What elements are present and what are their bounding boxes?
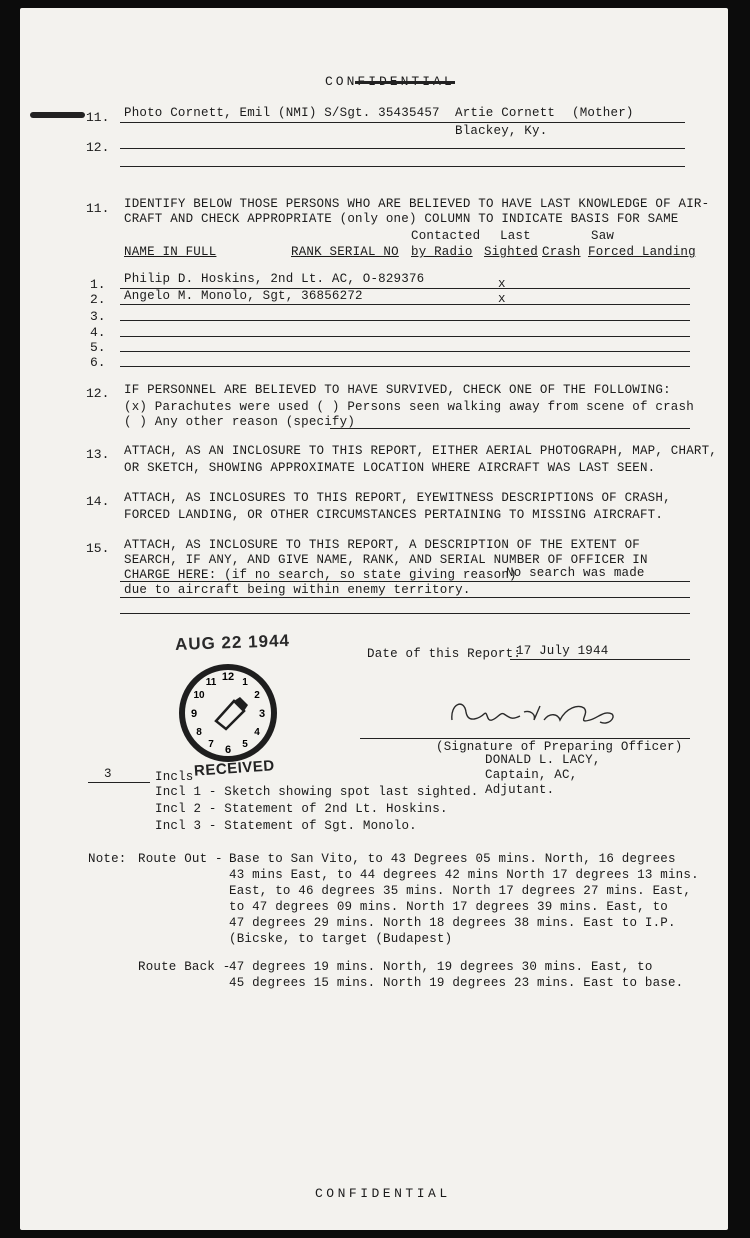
rule bbox=[120, 148, 685, 149]
handwritten-signature bbox=[440, 690, 630, 740]
row-1-number: 1. bbox=[90, 277, 106, 292]
table-row-rule bbox=[120, 351, 690, 352]
rule bbox=[120, 597, 690, 598]
clock-number-10: 10 bbox=[193, 690, 205, 701]
route-back-label: Route Back - bbox=[138, 960, 231, 974]
rule bbox=[120, 613, 690, 614]
inclosure-label: Incls bbox=[155, 770, 194, 784]
header-sighted: Sighted bbox=[484, 245, 538, 259]
route-out-line-4: to 47 degrees 09 mins. North 17 degrees 39 mins. East, to bbox=[229, 900, 668, 914]
item-15-line1: ATTACH, AS INCLOSURE TO THIS REPORT, A DESCRIPTION OF THE EXTENT OF bbox=[124, 538, 640, 552]
header-by-radio: by Radio bbox=[411, 245, 473, 259]
row-2-name: Angelo M. Monolo, Sgt, 36856272 bbox=[124, 289, 363, 303]
item-11a-number: 11. bbox=[86, 110, 110, 125]
route-out-line-6: (Bicske, to target (Budapest) bbox=[229, 932, 453, 946]
search-answer-1: No search was made bbox=[506, 566, 645, 580]
item-14-number: 14. bbox=[86, 494, 110, 509]
inclosure-count: 3 bbox=[104, 767, 112, 781]
rule bbox=[120, 122, 685, 123]
clock-pointer-icon bbox=[216, 697, 248, 729]
confidential-header: CONFIDENTIAL bbox=[325, 74, 455, 89]
crew-member-name: Photo Cornett, Emil (NMI) S/Sgt. 35435457 bbox=[124, 106, 440, 120]
report-date-label: Date of this Report: bbox=[367, 647, 522, 661]
redaction-mark bbox=[30, 112, 85, 118]
header-forced-landing: Forced Landing bbox=[588, 245, 696, 259]
item-12b-line1: IF PERSONNEL ARE BELIEVED TO HAVE SURVIVED, CHECK ONE OF THE FOLLOWING: bbox=[124, 383, 671, 397]
next-of-kin-name: Artie Cornett bbox=[455, 106, 556, 120]
item-11b-line2: CRAFT AND CHECK APPROPRIATE (only one) COLUMN TO INDICATE BASIS FOR SAME bbox=[124, 212, 679, 226]
row-2-mark: x bbox=[498, 292, 506, 306]
route-out-label: Route Out - bbox=[138, 852, 223, 866]
signature-caption: (Signature of Preparing Officer) bbox=[436, 740, 683, 754]
item-14-line1: ATTACH, AS INCLOSURES TO THIS REPORT, EYEWITNESS DESCRIPTIONS OF CRASH, bbox=[124, 491, 671, 505]
rule bbox=[510, 659, 690, 660]
received-date-stamp: AUG 22 1944 bbox=[174, 631, 291, 655]
table-row-rule bbox=[120, 320, 690, 321]
route-out-line-3: East, to 46 degrees 35 mins. North 17 degrees 27 mins. East, bbox=[229, 884, 692, 898]
table-row-rule bbox=[120, 304, 690, 305]
rule bbox=[88, 782, 150, 783]
report-date-value: 17 July 1944 bbox=[516, 644, 609, 658]
next-of-kin-address: Blackey, Ky. bbox=[455, 124, 548, 138]
route-back-line-1: 47 degrees 19 mins. North, 19 degrees 30 mins. East, to bbox=[229, 960, 653, 974]
item-15-line3: CHARGE HERE: (if no search, so state giving reason) bbox=[124, 568, 517, 582]
row-6-number: 6. bbox=[90, 355, 106, 370]
document-page bbox=[20, 8, 728, 1230]
clock-number-7: 7 bbox=[208, 739, 214, 750]
clock-number-9: 9 bbox=[190, 708, 198, 720]
clock-number-11: 11 bbox=[205, 677, 217, 688]
item-12b-line2: (x) Parachutes were used ( ) Persons seen walking away from scene of crash bbox=[124, 400, 694, 414]
clock-number-8: 8 bbox=[196, 727, 202, 738]
next-of-kin-relation: (Mother) bbox=[572, 106, 634, 120]
header-name: NAME IN FULL bbox=[124, 245, 217, 259]
header-saw: Saw bbox=[591, 229, 615, 243]
row-1-mark: x bbox=[498, 277, 506, 291]
item-15-line2: SEARCH, IF ANY, AND GIVE NAME, RANK, AND SERIAL NUMBER OF OFFICER IN bbox=[124, 553, 648, 567]
item-12b-line3: ( ) Any other reason (specify) bbox=[124, 415, 356, 429]
header-crash: Crash bbox=[542, 245, 581, 259]
item-12a-number: 12. bbox=[86, 140, 110, 155]
item-13-number: 13. bbox=[86, 447, 110, 462]
clock-number-6: 6 bbox=[224, 744, 232, 756]
row-5-number: 5. bbox=[90, 340, 106, 355]
item-15-number: 15. bbox=[86, 541, 110, 556]
item-13-line2: OR SKETCH, SHOWING APPROXIMATE LOCATION WHERE AIRCRAFT WAS LAST SEEN. bbox=[124, 461, 656, 475]
confidential-footer: CONFIDENTIAL bbox=[315, 1186, 451, 1201]
clock-number-4: 4 bbox=[254, 727, 260, 738]
header-rank: RANK SERIAL NO bbox=[291, 245, 399, 259]
received-stamp: RECEIVED bbox=[193, 757, 276, 780]
header-contacted: Contacted bbox=[411, 229, 481, 243]
signature-line bbox=[360, 738, 690, 739]
clock-number-5: 5 bbox=[242, 739, 248, 750]
table-row-rule bbox=[120, 336, 690, 337]
clock-number-3: 3 bbox=[258, 708, 266, 720]
clock-number-2: 2 bbox=[254, 690, 260, 701]
clock-number-1: 1 bbox=[242, 677, 248, 688]
item-12b-number: 12. bbox=[86, 386, 110, 401]
row-1-name: Philip D. Hoskins, 2nd Lt. AC, O-829376 bbox=[124, 272, 425, 286]
officer-name: DONALD L. LACY, bbox=[485, 753, 601, 767]
inclosure-item-1: Incl 1 - Sketch showing spot last sighted. bbox=[155, 785, 479, 799]
rule bbox=[120, 581, 690, 582]
inclosure-item-2: Incl 2 - Statement of 2nd Lt. Hoskins. bbox=[155, 802, 448, 816]
inclosure-item-3: Incl 3 - Statement of Sgt. Monolo. bbox=[155, 819, 417, 833]
row-4-number: 4. bbox=[90, 325, 106, 340]
note-label: Note: bbox=[88, 852, 127, 866]
search-answer-2: due to aircraft being within enemy territory. bbox=[124, 583, 471, 597]
route-out-line-5: 47 degrees 29 mins. North 18 degrees 38 mins. East to I.P. bbox=[229, 916, 676, 930]
officer-rank: Captain, AC, bbox=[485, 768, 578, 782]
rule bbox=[330, 428, 690, 429]
row-3-number: 3. bbox=[90, 309, 106, 324]
officer-title: Adjutant. bbox=[485, 783, 555, 797]
row-2-number: 2. bbox=[90, 292, 106, 307]
route-out-line-1: Base to San Vito, to 43 Degrees 05 mins. North, 16 degrees bbox=[229, 852, 676, 866]
received-clock-stamp bbox=[178, 663, 278, 763]
item-11b-line1: IDENTIFY BELOW THOSE PERSONS WHO ARE BELIEVED TO HAVE LAST KNOWLEDGE OF AIR- bbox=[124, 197, 710, 211]
route-out-line-2: 43 mins East, to 44 degrees 42 mins North 17 degrees 13 mins. bbox=[229, 868, 699, 882]
item-11b-number: 11. bbox=[86, 201, 110, 216]
route-back-line-2: 45 degrees 15 mins. North 19 degrees 23 mins. East to base. bbox=[229, 976, 684, 990]
clock-number-12: 12 bbox=[221, 671, 235, 683]
item-13-line1: ATTACH, AS AN INCLOSURE TO THIS REPORT, EITHER AERIAL PHOTOGRAPH, MAP, CHART, bbox=[124, 444, 717, 458]
item-14-line2: FORCED LANDING, OR OTHER CIRCUMSTANCES PERTAINING TO MISSING AIRCRAFT. bbox=[124, 508, 664, 522]
header-last: Last bbox=[500, 229, 531, 243]
rule bbox=[120, 166, 685, 167]
table-row-rule bbox=[120, 366, 690, 367]
